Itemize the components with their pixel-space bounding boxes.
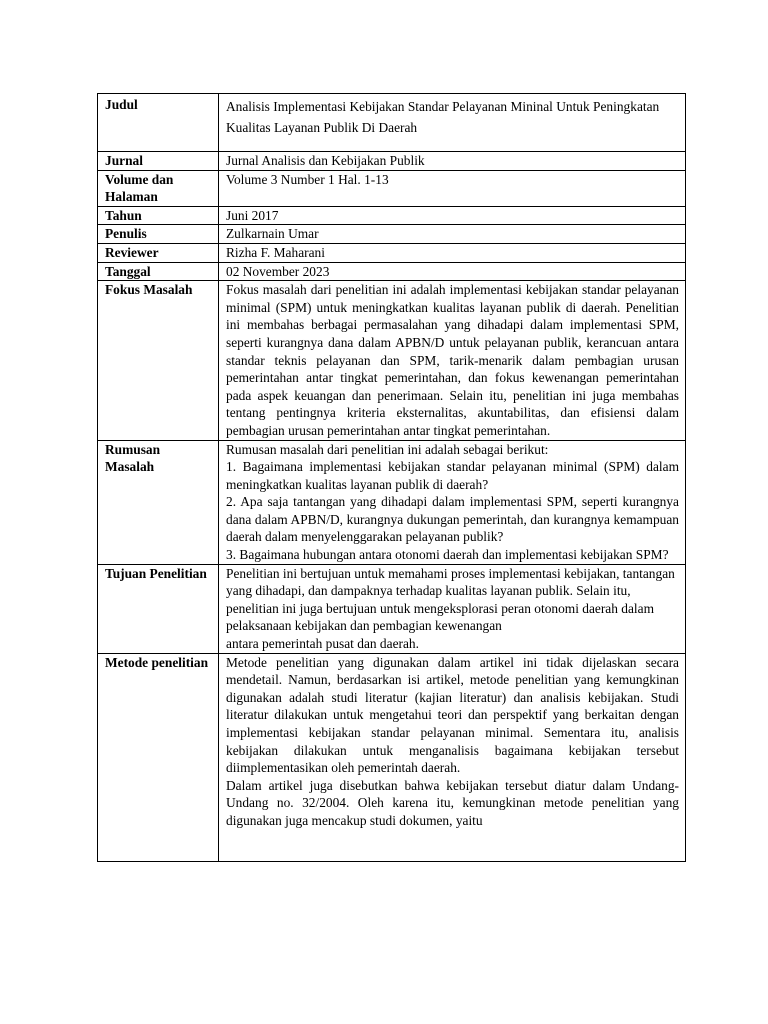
tujuan-text-cont: antara pemerintah pusat dan daerah. — [226, 636, 419, 652]
value-volume: Volume 3 Number 1 Hal. 1-13 — [219, 170, 686, 206]
label-reviewer: Reviewer — [98, 243, 219, 262]
row-metode-penelitian — [98, 653, 686, 861]
label-penulis: Penulis — [98, 225, 219, 244]
value-jurnal: Jurnal Analisis dan Kebijakan Publik — [219, 152, 686, 171]
rumusan-item-1: 1. Bagaimana implementasi kebijakan standar pelayanan minimal (SPM) dalam meningkatkan kualitas layanan publik di daerah? — [226, 459, 679, 492]
row-tujuan-penelitian — [98, 564, 686, 653]
row-jurnal — [98, 152, 686, 171]
row-fokus-masalah — [98, 281, 686, 440]
label-rumusan-masalah: Rumusan Masalah — [98, 440, 219, 564]
journal-review-table — [97, 93, 686, 862]
row-penulis — [98, 225, 686, 244]
row-tanggal — [98, 262, 686, 281]
label-tahun: Tahun — [98, 206, 219, 225]
value-tahun: Juni 2017 — [219, 206, 686, 225]
row-judul — [98, 94, 686, 152]
value-tanggal: 02 November 2023 — [219, 262, 686, 281]
rumusan-item-2: 2. Apa saja tantangan yang dihadapi dalam implementasi SPM, seperti kurangnya dana dalam APBN/D, kurangnya dukungan pemerintah, dan kurangnya kemampuan daerah dalam menyelenggarakan pelayanan publik? — [226, 494, 679, 545]
label-volume: Volume dan Halaman — [98, 170, 219, 206]
rumusan-intro: Rumusan masalah dari penelitian ini adalah sebagai berikut: — [226, 441, 549, 457]
value-reviewer: Rizha F. Maharani — [219, 243, 686, 262]
row-volume — [98, 170, 686, 206]
metode-text-clip — [226, 654, 679, 830]
value-judul: Analisis Implementasi Kebijakan Standar Pelayanan Mininal Untuk Peningkatan Kualitas Layanan Publik Di Daerah — [219, 94, 686, 152]
metode-paragraph-1: Metode penelitian yang digunakan dalam artikel ini tidak dijelaskan secara mendetail. Namun, berdasarkan isi artikel, metode penelitian yang kemungkinan digunakan adalah studi literatur (kajian literatur) dan analisis kebijakan. Studi literatur dilakukan untuk mengetahui teori dan perspektif yang berkaitan dengan implementasi kebijakan standar pelayanan minimal. Sementara itu, analisis kebijakan dilakukan untuk menganalisis bagaimana kebijakan tersebut diimplementasikan oleh pemerintah daerah. — [226, 654, 679, 776]
label-fokus-masalah: Fokus Masalah — [98, 281, 219, 440]
label-tujuan-penelitian: Tujuan Penelitian — [98, 564, 219, 653]
row-reviewer — [98, 243, 686, 262]
label-judul: Judul — [98, 94, 219, 152]
value-rumusan-masalah — [219, 440, 686, 564]
metode-paragraph-2: Dalam artikel juga disebutkan bahwa kebijakan tersebut diatur dalam Undang-Undang no. 32/2004. Oleh karena itu, kemungkinan metode penelitian yang digunakan juga mencakup studi dokumen, yaitu — [226, 777, 679, 828]
tujuan-text: Penelitian ini bertujuan untuk memahami proses implementasi kebijakan, tantangan yang dihadapi, dan dampaknya terhadap kualitas layanan publik. Selain itu, penelitian ini juga bertujuan untuk mengeksplorasi peran otonomi daerah dalam pelaksanaan kebijakan dan pembagian kewenangan — [226, 565, 675, 634]
value-penulis: Zulkarnain Umar — [219, 225, 686, 244]
rumusan-item-3: 3. Bagaimana hubungan antara otonomi daerah dan implementasi kebijakan SPM? — [226, 547, 669, 563]
value-metode-penelitian — [219, 653, 686, 861]
value-fokus-masalah: Fokus masalah dari penelitian ini adalah implementasi kebijakan standar pelayanan minimal (SPM) untuk meningkatkan kualitas layanan publik di daerah. Penelitian ini membahas berbagai permasalahan yang dihadapi dalam implementasi SPM, seperti kurangnya dana dalam APBN/D untuk pelayanan publik, kerancuan antara standar teknis pelayanan dan SPM, tarik-menarik dalam pembagian urusan pemerintahan antar tingkat pemerintahan, dan fokus kewenangan pemerintahan pada aspek keuangan dan penerimaan. Selain itu, penelitian ini juga membahas tentang pentingnya kriteria eksternalitas, akuntabilitas, dan efisiensi dalam pembagian urusan pemerintahan antar tingkat pemerintahan. — [219, 281, 686, 440]
label-metode-penelitian: Metode penelitian — [98, 653, 219, 861]
label-tanggal: Tanggal — [98, 262, 219, 281]
row-rumusan-masalah — [98, 440, 686, 564]
value-tujuan-penelitian — [219, 564, 686, 653]
label-jurnal: Jurnal — [98, 152, 219, 171]
row-tahun — [98, 206, 686, 225]
